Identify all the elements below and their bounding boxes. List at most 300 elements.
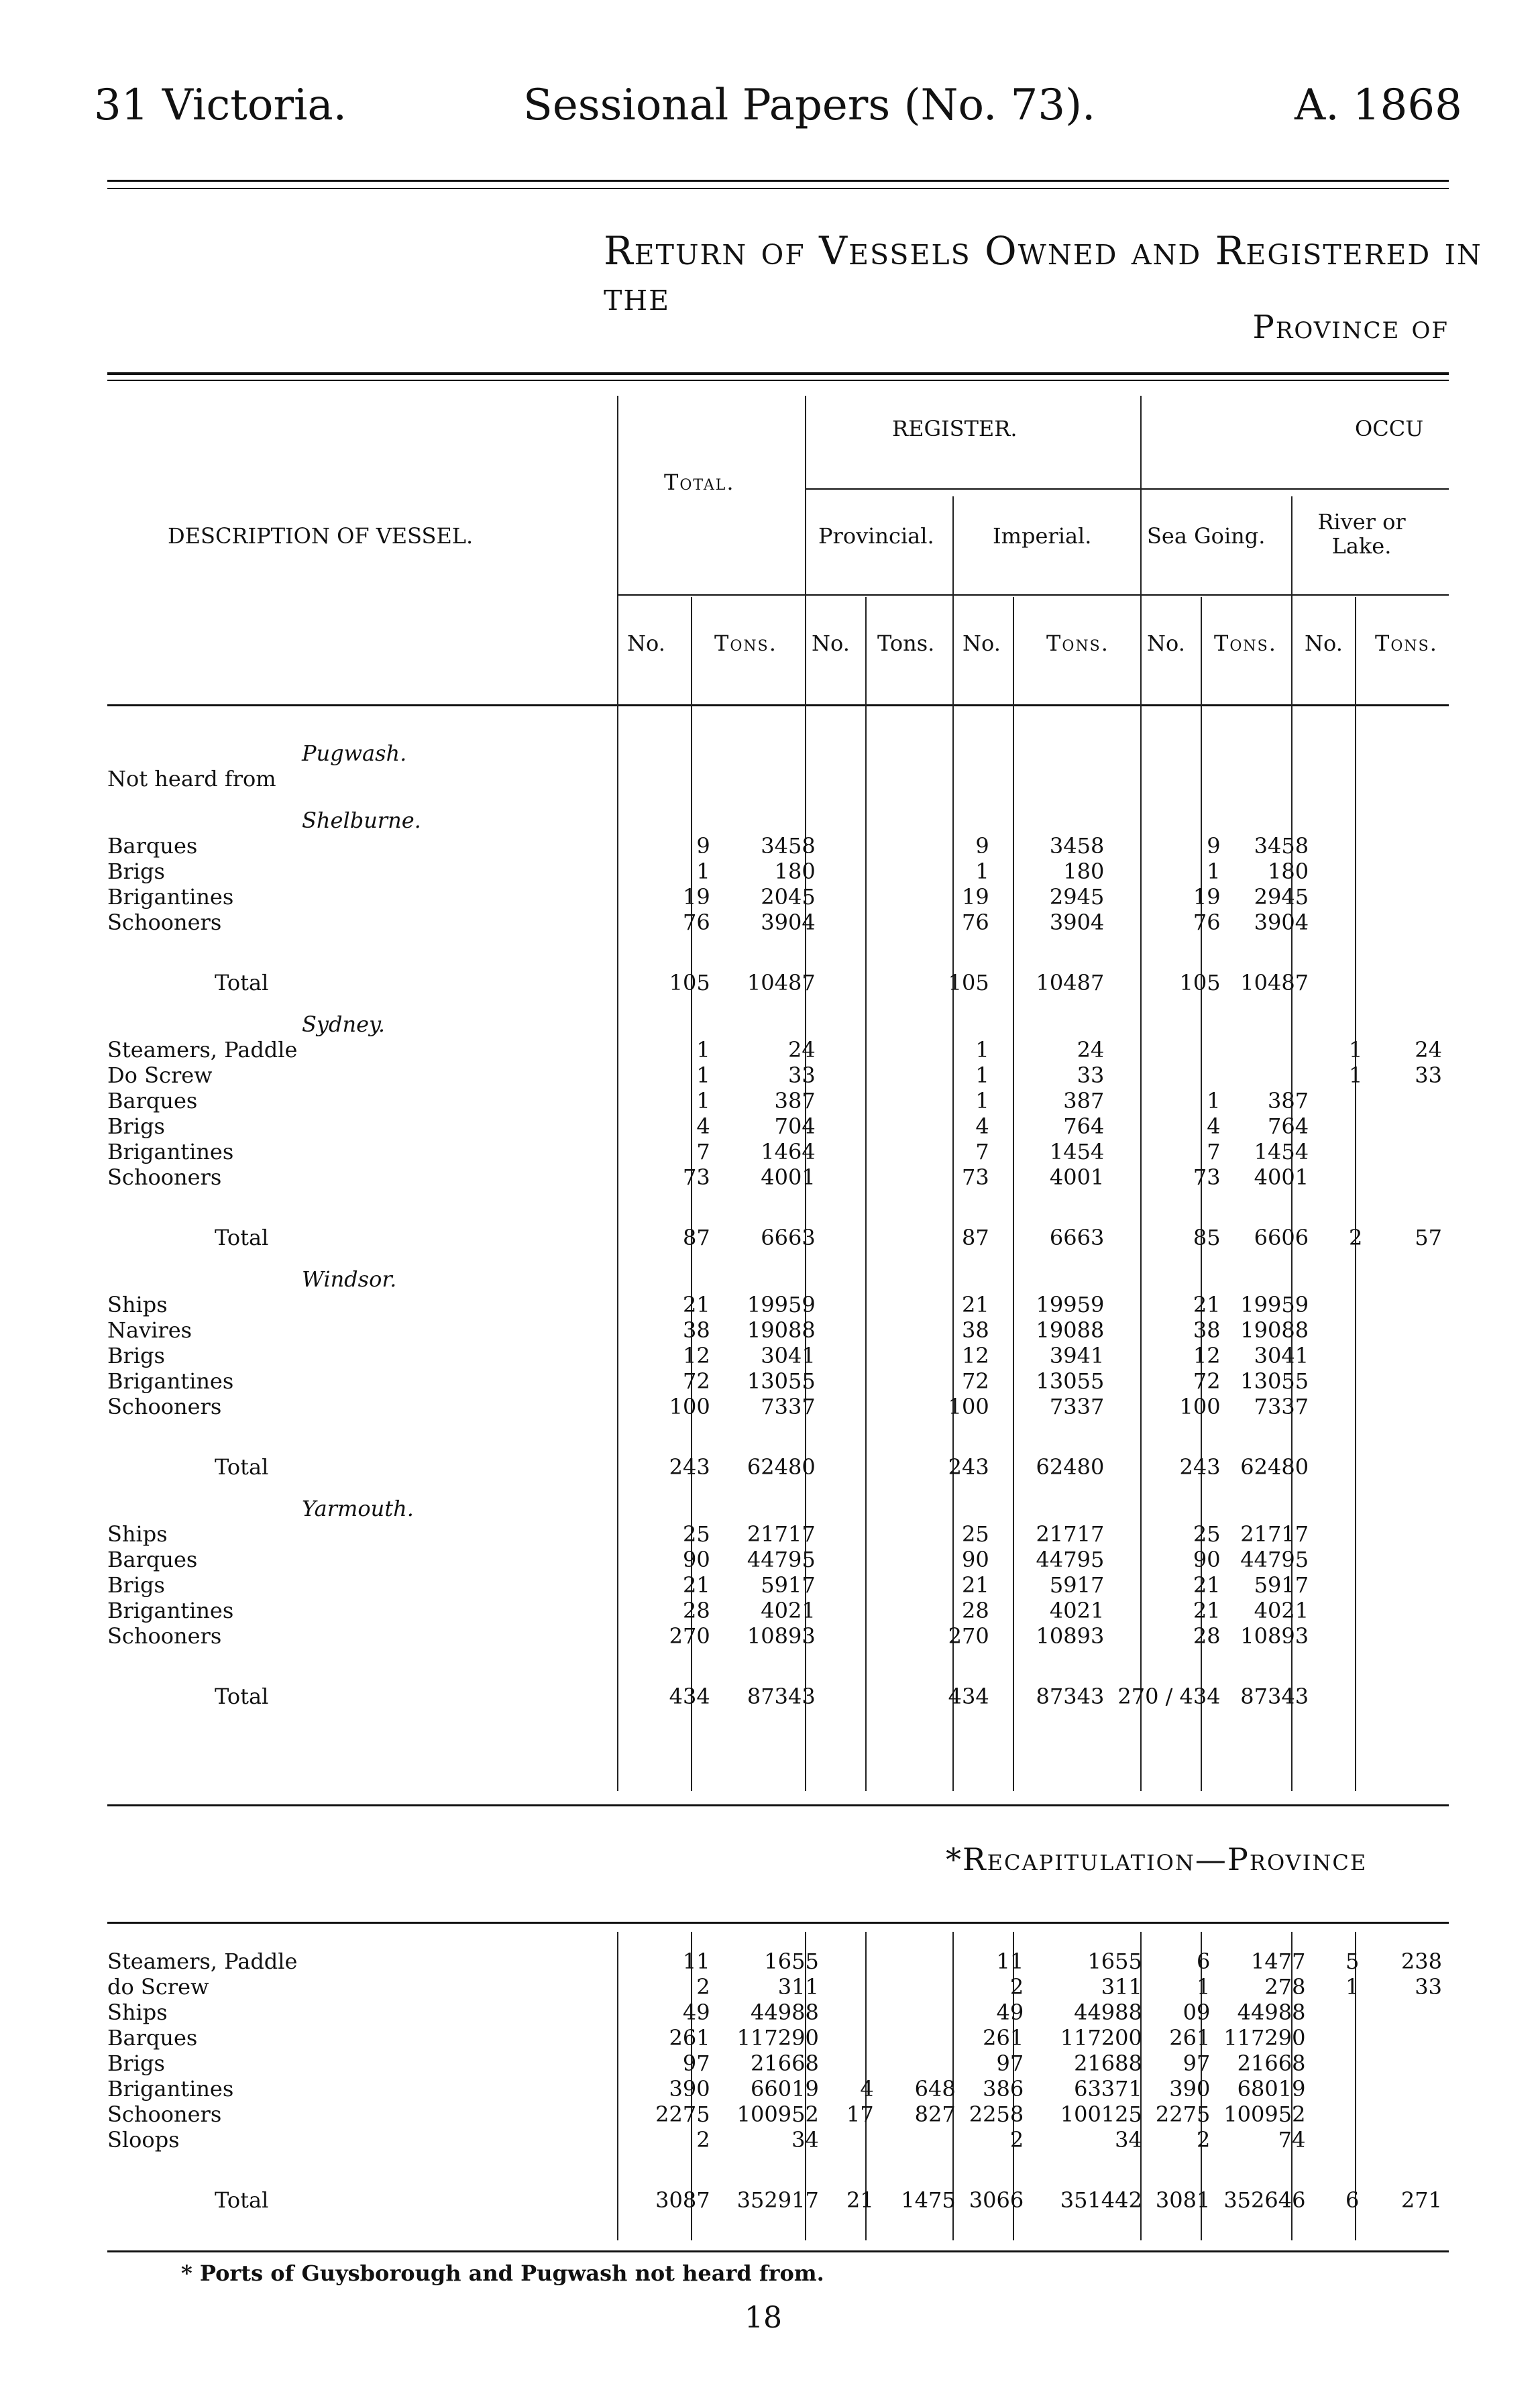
table-row: [107, 1062, 1449, 1088]
cell: 100: [948, 1394, 989, 1419]
cell: 33: [1077, 1062, 1105, 1088]
cell: [822, 1037, 870, 1062]
cell: [1369, 1088, 1449, 1113]
cell: 7337: [761, 1394, 816, 1419]
cell: [1369, 859, 1449, 884]
row-label: Brigantines: [107, 884, 234, 910]
cell: 764: [1063, 1113, 1105, 1139]
cell: 6663: [761, 1225, 816, 1250]
cell: 10893: [747, 1623, 816, 1649]
cell: 28: [1193, 1623, 1221, 1649]
cell: 19959: [1036, 1292, 1105, 1317]
section-heading-row: [107, 724, 1449, 766]
table-row: [107, 833, 1449, 859]
cell: 09: [1182, 2000, 1211, 2025]
cell: 19959: [747, 1292, 816, 1317]
row-label: Brigantines: [107, 1139, 234, 1164]
cell: 100952: [736, 2102, 819, 2127]
cell: [1369, 910, 1449, 935]
cell: 3904: [761, 910, 816, 935]
cell: 25: [962, 1521, 989, 1547]
cell: 25: [683, 1521, 710, 1547]
row-label: Brigantines: [107, 1368, 234, 1394]
cell: [881, 2025, 963, 2051]
cell: 390: [669, 2076, 710, 2102]
cell: 648: [914, 2076, 956, 2102]
cell: [1312, 2051, 1366, 2076]
cell: 1477: [1251, 1949, 1306, 1974]
cell: [870, 1317, 937, 1343]
sub-tons-1: Tons.: [714, 631, 777, 656]
cell: 1: [1348, 1037, 1363, 1062]
cell: 434: [669, 1684, 710, 1709]
cell: [822, 1598, 870, 1623]
cell: 44795: [1240, 1547, 1309, 1572]
cell: 311: [1101, 1974, 1142, 2000]
table-row: [107, 1317, 1449, 1343]
cell: [1315, 1317, 1369, 1343]
cell: 21717: [747, 1521, 816, 1547]
col-register: REGISTER.: [892, 416, 1018, 441]
cell: [870, 859, 937, 884]
cell: 117290: [1223, 2025, 1306, 2051]
cell: 38: [683, 1317, 710, 1343]
cell: [870, 1521, 937, 1547]
cell: [1369, 1343, 1449, 1368]
cell: 243: [669, 1454, 710, 1480]
cell: 5917: [1254, 1572, 1309, 1598]
cell: 87: [962, 1225, 989, 1250]
cell: [1369, 1368, 1449, 1394]
cell: 6663: [1049, 1225, 1105, 1250]
cell: [822, 1292, 870, 1317]
table-top-rule: [107, 372, 1449, 375]
page-number: 18: [745, 2301, 782, 2335]
table-row: [107, 1598, 1449, 1623]
cell: 25: [1193, 1521, 1221, 1547]
cell: 62480: [747, 1454, 816, 1480]
cell: 4001: [1254, 1164, 1309, 1190]
cell: [1315, 766, 1369, 792]
cell: 4: [696, 1113, 710, 1139]
header-rule: [107, 180, 1449, 182]
cell: 3458: [761, 833, 816, 859]
total-row: [107, 1190, 1449, 1250]
row-label: Not heard from: [107, 766, 276, 792]
cell: [1366, 2076, 1449, 2102]
cell: [1369, 1292, 1449, 1317]
cell: 7: [696, 1139, 710, 1164]
cell: 270 / 434: [1117, 1684, 1221, 1709]
row-label: Brigantines: [107, 2076, 234, 2102]
header-left: 31 Victoria.: [94, 80, 347, 130]
cell: 21: [683, 1572, 710, 1598]
row-label: Do Screw: [107, 1062, 213, 1088]
cell: 13055: [747, 1368, 816, 1394]
cell: 2945: [1049, 884, 1105, 910]
cell: 21717: [1036, 1521, 1105, 1547]
table-row: [107, 1292, 1449, 1317]
section-heading-row: [107, 995, 1449, 1037]
sub-no-3: No.: [963, 631, 1001, 656]
cell: [822, 1649, 870, 1709]
cell: 21668: [1237, 2051, 1306, 2076]
cell: 21: [846, 2187, 874, 2213]
cell: [1315, 1343, 1369, 1368]
cell: [1366, 2025, 1449, 2051]
cell: [822, 1343, 870, 1368]
row-label: Brigs: [107, 1572, 165, 1598]
cell: 387: [1267, 1088, 1309, 1113]
cell: 10893: [1036, 1623, 1105, 1649]
cell: [870, 884, 937, 910]
cell: 2945: [1254, 884, 1309, 910]
cell: 351442: [1060, 2187, 1142, 2213]
cell: [1315, 1419, 1369, 1480]
cell: [870, 1088, 937, 1113]
table-row: [107, 1164, 1449, 1190]
cell: 117200: [1060, 2025, 1142, 2051]
sub-no-4: No.: [1147, 631, 1185, 656]
row-label: Schooners: [107, 1394, 222, 1419]
cell: 2: [1348, 1225, 1363, 1250]
cell: [1369, 833, 1449, 859]
cell: 3087: [655, 2187, 710, 2213]
row-label: Barques: [107, 1547, 198, 1572]
row-label: Total: [215, 970, 269, 995]
cell: 44988: [1237, 2000, 1306, 2025]
cell: 5: [1345, 1949, 1360, 1974]
table-row: [107, 1521, 1449, 1547]
cell: [822, 1190, 870, 1250]
cell: 44795: [747, 1547, 816, 1572]
cell: 34: [791, 2127, 819, 2152]
cell: 6606: [1254, 1225, 1309, 1250]
table-row: [107, 2051, 1449, 2076]
col-total: Total.: [664, 470, 735, 495]
cell: 21: [1193, 1598, 1221, 1623]
table-row: [107, 2000, 1449, 2025]
cell: 243: [948, 1454, 989, 1480]
row-label: Barques: [107, 833, 198, 859]
cell: 270: [948, 1623, 989, 1649]
register-subrule: [805, 488, 1449, 490]
cell: [1227, 1062, 1315, 1088]
cell: 33: [788, 1062, 816, 1088]
cell: 3041: [761, 1343, 816, 1368]
cell: 1: [1196, 1974, 1211, 2000]
row-label: do Screw: [107, 1974, 209, 2000]
cell: 11: [682, 1949, 710, 1974]
cell: 38: [962, 1317, 989, 1343]
cell: [870, 1164, 937, 1190]
cell: 19: [1193, 884, 1221, 910]
section-heading: Yarmouth.: [302, 1496, 414, 1521]
cell: 704: [774, 1113, 816, 1139]
cell: 386: [983, 2076, 1024, 2102]
sub-tons-5: Tons.: [1375, 631, 1438, 656]
cell: 68019: [1237, 2076, 1306, 2102]
cell: 10893: [1240, 1623, 1309, 1649]
cell: 9: [975, 833, 989, 859]
cell: 72: [962, 1368, 989, 1394]
cell: [1369, 1547, 1449, 1572]
cell: [1369, 766, 1449, 792]
cell: 117290: [736, 2025, 819, 2051]
cell: [1227, 1037, 1315, 1062]
cell: [1315, 1547, 1369, 1572]
cell: 49: [682, 2000, 710, 2025]
cell: 1: [1207, 1088, 1221, 1113]
table-row: [107, 1949, 1449, 1974]
section-heading-row: [107, 1250, 1449, 1292]
cell: 100125: [1060, 2102, 1142, 2127]
cell: 24: [1077, 1037, 1105, 1062]
cell: [822, 1164, 870, 1190]
cell: [826, 1974, 881, 2000]
cell: [881, 2000, 963, 2025]
table-top-rule-2: [107, 380, 1449, 381]
total-row: [107, 1649, 1449, 1709]
cell: [870, 1572, 937, 1598]
cell: [826, 2025, 881, 2051]
cell: 2: [1196, 2127, 1211, 2152]
cell: 74: [1278, 2127, 1306, 2152]
cell: [1315, 1088, 1369, 1113]
cell: [822, 1368, 870, 1394]
row-label: Steamers, Paddle: [107, 1037, 298, 1062]
cell: 21668: [751, 2051, 819, 2076]
cell: 72: [683, 1368, 710, 1394]
cell: 2258: [969, 2102, 1024, 2127]
cell: [870, 1368, 937, 1394]
table-row: [107, 1623, 1449, 1649]
cell: 3041: [1254, 1343, 1309, 1368]
cell: 7: [1207, 1139, 1221, 1164]
section-heading: Pugwash.: [302, 741, 407, 766]
cell: 87343: [1036, 1684, 1105, 1709]
cell: 21: [1193, 1572, 1221, 1598]
cell: 1: [696, 1062, 710, 1088]
cell: 4021: [1254, 1598, 1309, 1623]
cell: [649, 766, 717, 792]
cell: 4021: [761, 1598, 816, 1623]
cell: [1369, 884, 1449, 910]
table-row: [107, 884, 1449, 910]
col-river-or-lake: River or Lake.: [1317, 509, 1406, 559]
cell: 24: [1415, 1037, 1442, 1062]
cell: 180: [1063, 859, 1105, 884]
cell: [1315, 833, 1369, 859]
cell: 28: [683, 1598, 710, 1623]
cell: 6: [1196, 1949, 1211, 1974]
col-sea-going: Sea Going.: [1147, 523, 1266, 549]
cell: 1655: [764, 1949, 819, 1974]
cell: 17: [846, 2102, 874, 2127]
cell: [1366, 2127, 1449, 2152]
cell: 10487: [747, 970, 816, 995]
cell: [822, 910, 870, 935]
cell: 21: [1193, 1292, 1221, 1317]
cell: 21: [962, 1572, 989, 1598]
table-row: [107, 1113, 1449, 1139]
cell: 261: [669, 2025, 710, 2051]
cell: 5917: [1049, 1572, 1105, 1598]
col-provincial: Provincial.: [818, 523, 934, 549]
cell: 387: [1063, 1088, 1105, 1113]
table-row: [107, 910, 1449, 935]
cell: [826, 2051, 881, 2076]
cell: 10487: [1036, 970, 1105, 995]
section-heading-row: [107, 792, 1449, 833]
cell: 7337: [1254, 1394, 1309, 1419]
cell: [1315, 884, 1369, 910]
cell: 90: [1193, 1547, 1221, 1572]
cell: 387: [774, 1088, 816, 1113]
cell: 9: [1207, 833, 1221, 859]
table-row: [107, 2025, 1449, 2051]
table-row: [107, 766, 1449, 792]
cell: 105: [948, 970, 989, 995]
cell: [881, 1949, 963, 1974]
cell: [870, 1343, 937, 1368]
cell: [870, 1062, 937, 1088]
cell: 105: [1179, 970, 1221, 995]
cell: 24: [788, 1037, 816, 1062]
cell: [870, 833, 937, 859]
cell: 180: [1267, 859, 1309, 884]
cell: 2: [1009, 1974, 1024, 2000]
cell: 2: [696, 1974, 710, 2000]
cell: 3904: [1049, 910, 1105, 935]
table-row: [107, 1394, 1449, 1419]
cell: [1315, 1292, 1369, 1317]
cell: [1315, 1113, 1369, 1139]
cell: [870, 1394, 937, 1419]
cell: 270: [669, 1623, 710, 1649]
cell: 97: [996, 2051, 1024, 2076]
cell: 44795: [1036, 1547, 1105, 1572]
row-label: Schooners: [107, 1164, 222, 1190]
cell: 278: [1264, 1974, 1306, 2000]
cell: 33: [1415, 1062, 1442, 1088]
cell: [1369, 1623, 1449, 1649]
col-occu: OCCU: [1355, 416, 1424, 441]
cell: 238: [1400, 1949, 1442, 1974]
cell: 19: [962, 884, 989, 910]
row-label: Steamers, Paddle: [107, 1949, 298, 1974]
cell: 1454: [1254, 1139, 1309, 1164]
cell: [822, 1088, 870, 1113]
cell: [1111, 1062, 1227, 1088]
total-row: [107, 935, 1449, 995]
cell: [822, 1317, 870, 1343]
cell: 434: [948, 1684, 989, 1709]
cell: 352646: [1223, 2187, 1306, 2213]
cell: 10487: [1240, 970, 1309, 995]
cell: 73: [1193, 1164, 1221, 1190]
cell: 1: [975, 1088, 989, 1113]
cell: [1369, 1598, 1449, 1623]
cell: 19: [683, 884, 710, 910]
header-right: A. 1868: [1295, 80, 1462, 130]
cell: 1: [1345, 1974, 1360, 2000]
cell: 1: [696, 1037, 710, 1062]
section-heading-row: [107, 1480, 1449, 1521]
row-label: Total: [215, 1454, 269, 1480]
cell: 1: [1207, 859, 1221, 884]
cell: 4: [860, 2076, 874, 2102]
col-imperial: Imperial.: [993, 523, 1092, 549]
cell: 21: [962, 1292, 989, 1317]
vessels-table: [107, 724, 1449, 1709]
cell: [870, 766, 937, 792]
cell: [822, 1394, 870, 1419]
cell: [1369, 1113, 1449, 1139]
cell: 261: [1169, 2025, 1211, 2051]
header-bottom-rule: [107, 704, 1449, 706]
cell: 1: [1348, 1062, 1363, 1088]
cell: [1369, 1649, 1449, 1709]
cell: 44988: [1074, 2000, 1142, 2025]
sub-no-2: No.: [812, 631, 850, 656]
cell: 2: [1009, 2127, 1024, 2152]
cell: [826, 1949, 881, 1974]
cell: [822, 1572, 870, 1598]
row-label: Schooners: [107, 2102, 222, 2127]
header-rule-2: [107, 188, 1449, 189]
row-label: Ships: [107, 1292, 168, 1317]
cell: 390: [1169, 2076, 1211, 2102]
table-row: [107, 1037, 1449, 1062]
cell: [1315, 910, 1369, 935]
cell: [1312, 2025, 1366, 2051]
sub-tons-4: Tons.: [1214, 631, 1277, 656]
cell: [1369, 935, 1449, 995]
cell: [1312, 2102, 1366, 2127]
cell: 1475: [901, 2187, 956, 2213]
col-description: DESCRIPTION OF VESSEL.: [168, 523, 474, 549]
cell: 49: [996, 2000, 1024, 2025]
table-row: [107, 2127, 1449, 2152]
cell: 261: [983, 2025, 1024, 2051]
table-row: [107, 1088, 1449, 1113]
table-row: [107, 1547, 1449, 1572]
cell: [826, 2127, 881, 2152]
cell: 13055: [1240, 1368, 1309, 1394]
cell: [1315, 1139, 1369, 1164]
cell: [870, 1623, 937, 1649]
cell: 1655: [1087, 1949, 1142, 1974]
recap-title: *Recapitulation—Province: [946, 1841, 1368, 1877]
total-row: [107, 2152, 1449, 2213]
cell: [1315, 1598, 1369, 1623]
cell: [1366, 2051, 1449, 2076]
cell: 1: [975, 1037, 989, 1062]
cell: [1312, 2000, 1366, 2025]
cell: 38: [1193, 1317, 1221, 1343]
cell: [1315, 859, 1369, 884]
cell: [1369, 1521, 1449, 1547]
cell: [1315, 1623, 1369, 1649]
cell: [822, 935, 870, 995]
recap-table: [107, 1949, 1449, 2213]
cell: [1369, 1419, 1449, 1480]
row-label: Barques: [107, 2025, 198, 2051]
cell: [870, 935, 937, 995]
cell: [822, 1419, 870, 1480]
cell: [1315, 1649, 1369, 1709]
